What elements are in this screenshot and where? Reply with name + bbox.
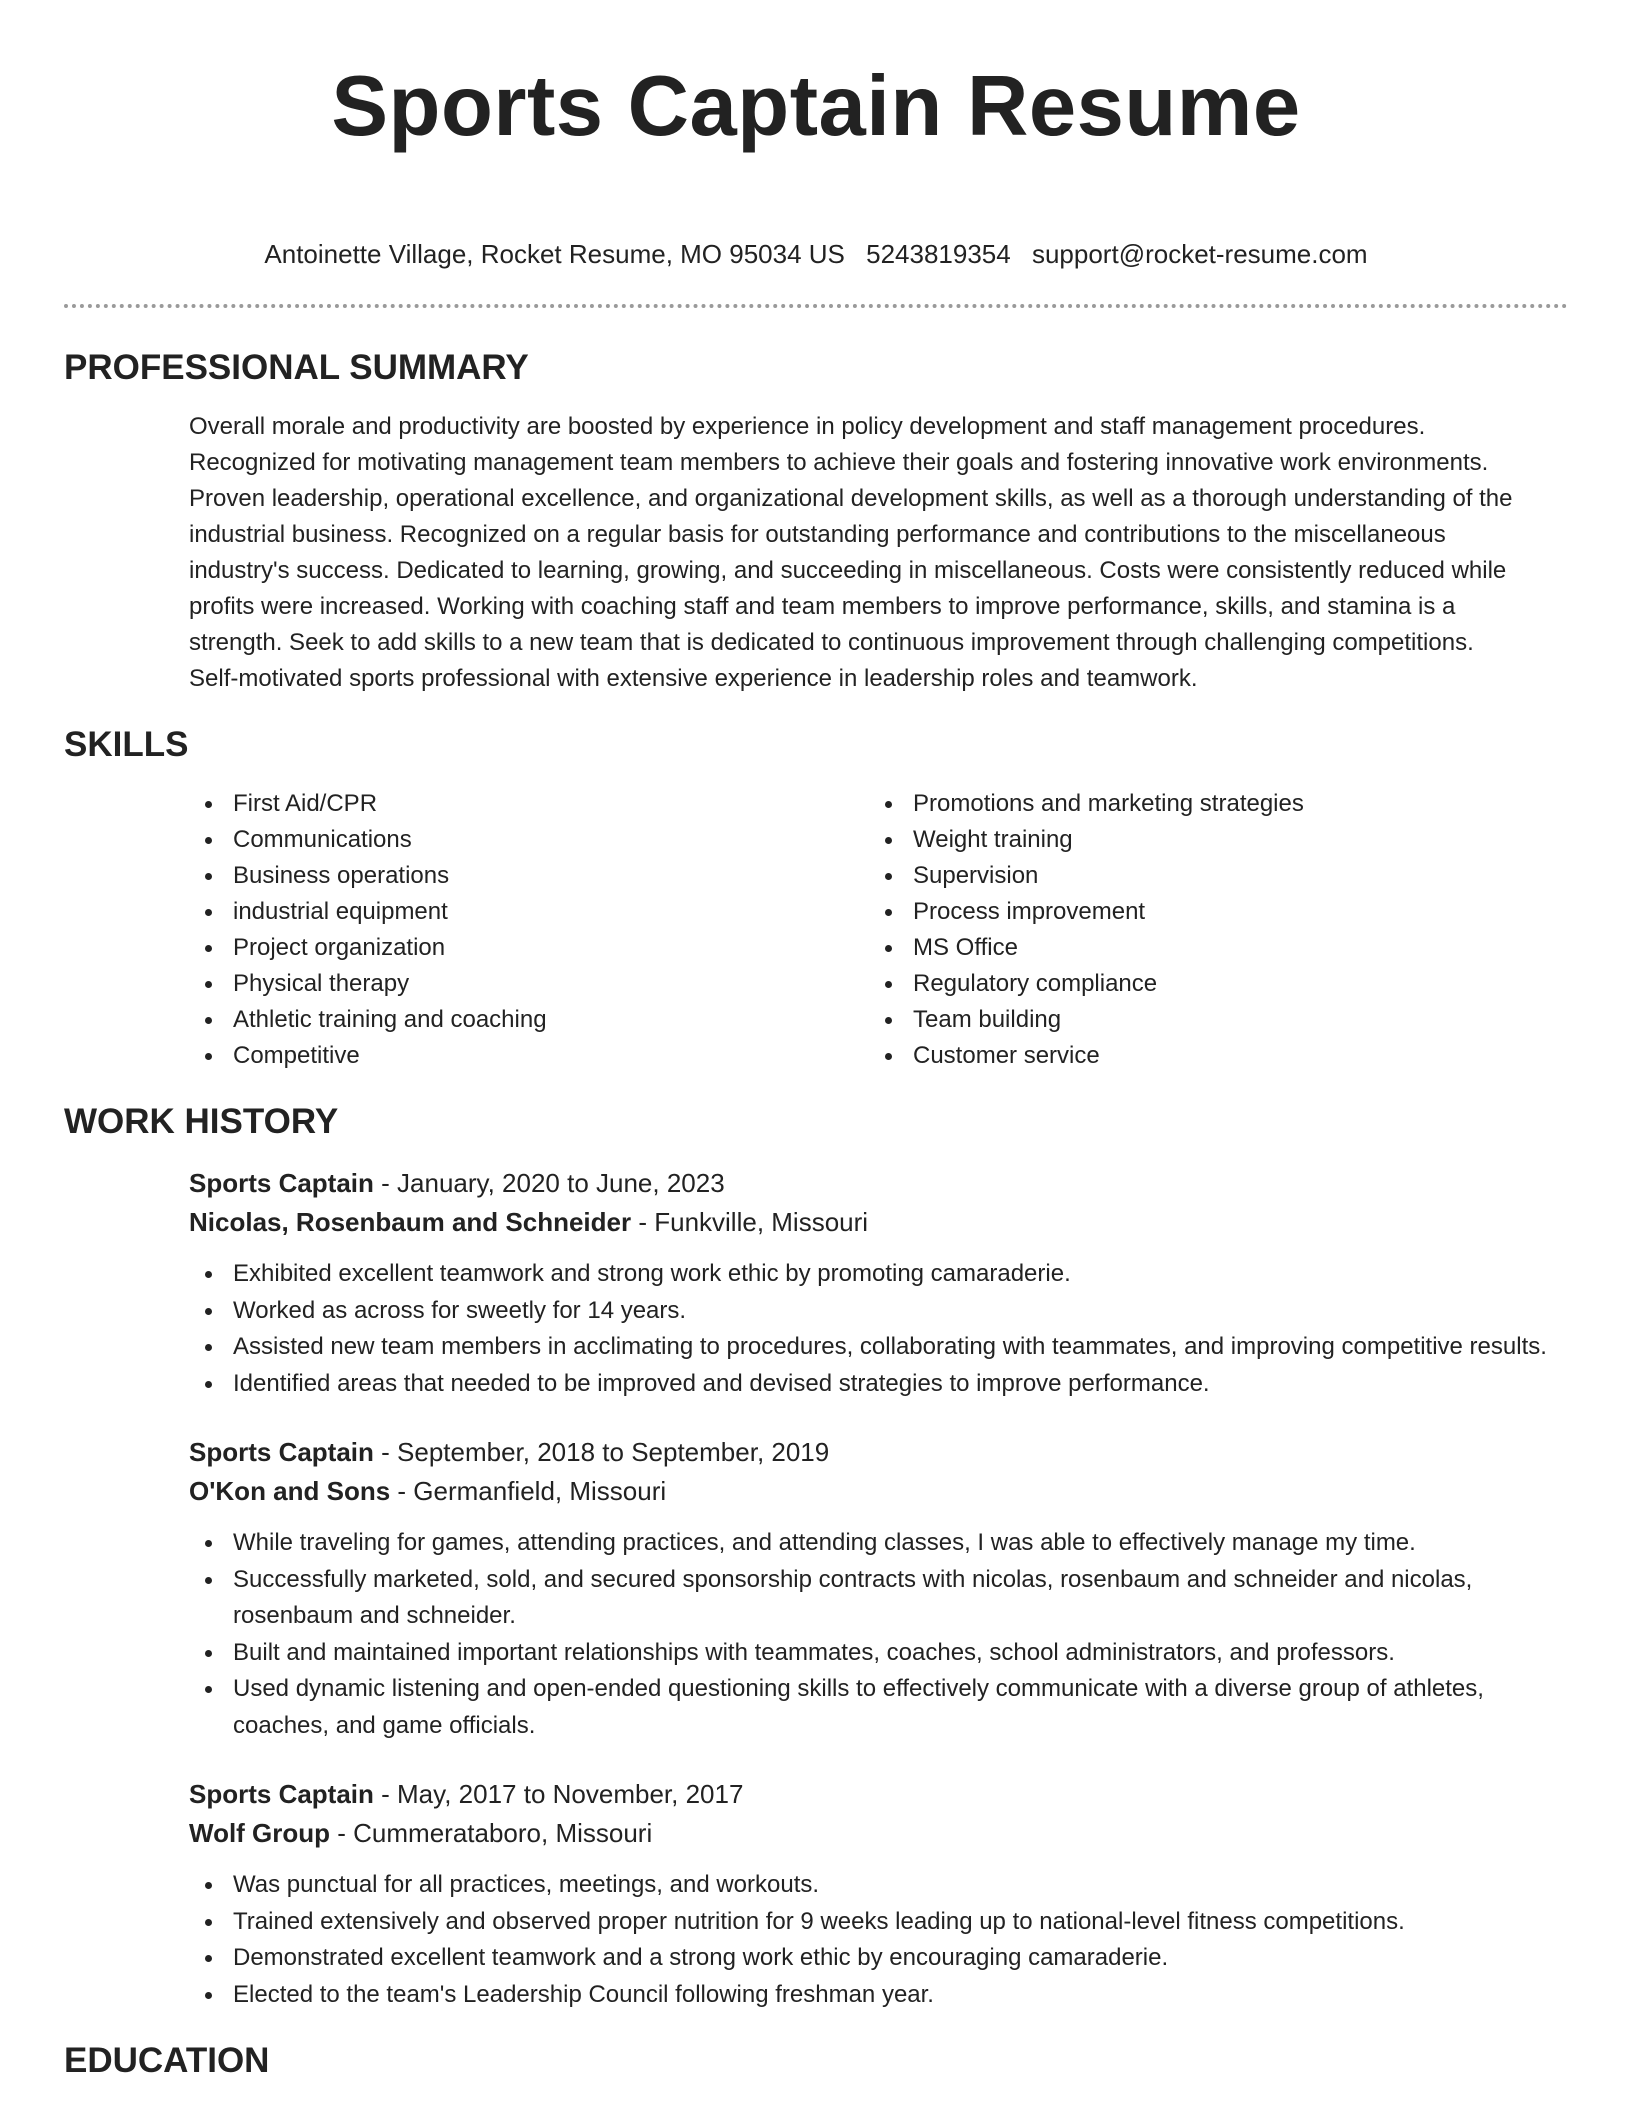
skill-item: MS Office xyxy=(869,930,1549,966)
job-title: Sports Captain xyxy=(189,1437,374,1467)
job-bullet: Successfully marketed, sold, and secured sponsorship contracts with nicolas, rosenbaum and schneider and nicolas, rosenbaum and schneider. xyxy=(189,1562,1568,1635)
job-company-line xyxy=(189,1472,1568,1511)
skill-item: Competitive xyxy=(189,1038,869,1074)
job-bullets xyxy=(189,1525,1568,1744)
summary-line: industry's success. Dedicated to learning, growing, and succeeding in miscellaneous. Costs were consistently reduced while xyxy=(189,557,1507,584)
skills-list-left xyxy=(189,786,869,1074)
skills-list-right xyxy=(869,786,1549,1074)
job-company-line xyxy=(189,1814,1568,1853)
skill-item: Supervision xyxy=(869,858,1549,894)
job-location: - Funkville, Missouri xyxy=(631,1207,869,1237)
skill-item: First Aid/CPR xyxy=(189,786,869,822)
contact-line xyxy=(64,238,1568,270)
job-entry xyxy=(189,1164,1568,1402)
contact-email: support@rocket-resume.com xyxy=(1031,239,1368,269)
header-divider xyxy=(64,304,1568,308)
summary-line: strength. Seek to add skills to a new team that is dedicated to continuous improvement through challenging competitions. xyxy=(189,629,1474,656)
job-bullet: Was punctual for all practices, meetings, and workouts. xyxy=(189,1867,1568,1904)
job-entry xyxy=(189,1433,1568,1744)
job-location: - Cummerataboro, Missouri xyxy=(330,1818,653,1848)
skills-heading: SKILLS xyxy=(64,725,189,764)
summary-text xyxy=(189,409,1568,697)
job-company-line xyxy=(189,1203,1568,1242)
summary-line: industrial business. Recognized on a regular basis for outstanding performance and contributions to the miscellaneous xyxy=(189,521,1446,548)
skill-item: Promotions and marketing strategies xyxy=(869,786,1549,822)
job-entry xyxy=(189,1775,1568,2013)
contact-phone: 5243819354 xyxy=(866,239,1011,269)
skill-item: industrial equipment xyxy=(189,894,869,930)
work-history-heading: WORK HISTORY xyxy=(64,1102,339,1141)
skill-item: Physical therapy xyxy=(189,966,869,1002)
job-title-line xyxy=(189,1775,1568,1814)
job-dates: - May, 2017 to November, 2017 xyxy=(373,1779,744,1809)
skill-item: Customer service xyxy=(869,1038,1549,1074)
skill-item: Business operations xyxy=(189,858,869,894)
education-section xyxy=(64,2041,1568,2081)
job-bullet: Elected to the team's Leadership Council following freshman year. xyxy=(189,1977,1568,2014)
summary-line: profits were increased. Working with coaching staff and team members to improve performance, skills, and stamina is a xyxy=(189,593,1456,620)
summary-line: Overall morale and productivity are boosted by experience in policy development and staff management procedures. xyxy=(189,413,1426,440)
job-bullet: Identified areas that needed to be improved and devised strategies to improve performance. xyxy=(189,1366,1568,1403)
contact-address: Antoinette Village, Rocket Resume, MO 95034 US xyxy=(264,239,845,269)
job-bullet: Exhibited excellent teamwork and strong work ethic by promoting camaraderie. xyxy=(189,1256,1568,1293)
summary-line: Proven leadership, operational excellence, and organizational development skills, as well as a thorough understanding of the xyxy=(189,485,1513,512)
summary-line: Recognized for motivating management team members to achieve their goals and fostering innovative work environments. xyxy=(189,449,1489,476)
skill-item: Weight training xyxy=(869,822,1549,858)
job-bullet: Demonstrated excellent teamwork and a strong work ethic by encouraging camaraderie. xyxy=(189,1940,1568,1977)
job-title-line xyxy=(189,1433,1568,1472)
job-title: Sports Captain xyxy=(189,1779,374,1809)
job-bullet: Built and maintained important relationships with teammates, coaches, school administrators, and professors. xyxy=(189,1635,1568,1672)
skill-item: Team building xyxy=(869,1002,1549,1038)
job-bullet: While traveling for games, attending practices, and attending classes, I was able to effectively manage my time. xyxy=(189,1525,1568,1562)
job-bullets xyxy=(189,1256,1568,1402)
skill-item: Process improvement xyxy=(869,894,1549,930)
resume-title: Sports Captain Resume xyxy=(331,59,1301,154)
job-bullets xyxy=(189,1867,1568,2013)
job-title-line xyxy=(189,1164,1568,1203)
skill-item: Project organization xyxy=(189,930,869,966)
skills-columns xyxy=(189,786,1568,1074)
job-company: Wolf Group xyxy=(189,1818,331,1848)
job-company: Nicolas, Rosenbaum and Schneider xyxy=(189,1207,632,1237)
skill-item: Regulatory compliance xyxy=(869,966,1549,1002)
skill-item: Communications xyxy=(189,822,869,858)
skills-section xyxy=(64,725,1568,1074)
summary-section xyxy=(64,348,1568,697)
job-bullet: Worked as across for sweetly for 14 years. xyxy=(189,1293,1568,1330)
job-dates: - January, 2020 to June, 2023 xyxy=(373,1168,725,1198)
work-history-section xyxy=(64,1102,1568,2013)
summary-heading: PROFESSIONAL SUMMARY xyxy=(64,348,529,387)
education-heading: EDUCATION xyxy=(64,2041,270,2080)
job-bullet: Used dynamic listening and open-ended questioning skills to effectively communicate with a diverse group of athletes, coaches, and game officials. xyxy=(189,1671,1568,1744)
job-title: Sports Captain xyxy=(189,1168,374,1198)
job-dates: - September, 2018 to September, 2019 xyxy=(373,1437,830,1467)
job-location: - Germanfield, Missouri xyxy=(390,1476,667,1506)
job-bullet: Trained extensively and observed proper nutrition for 9 weeks leading up to national-level fitness competitions. xyxy=(189,1904,1568,1941)
job-bullet: Assisted new team members in acclimating to procedures, collaborating with teammates, and improving competitive results. xyxy=(189,1329,1568,1366)
summary-line: Self-motivated sports professional with extensive experience in leadership roles and teamwork. xyxy=(189,665,1198,692)
skill-item: Athletic training and coaching xyxy=(189,1002,869,1038)
job-company: O'Kon and Sons xyxy=(189,1476,391,1506)
